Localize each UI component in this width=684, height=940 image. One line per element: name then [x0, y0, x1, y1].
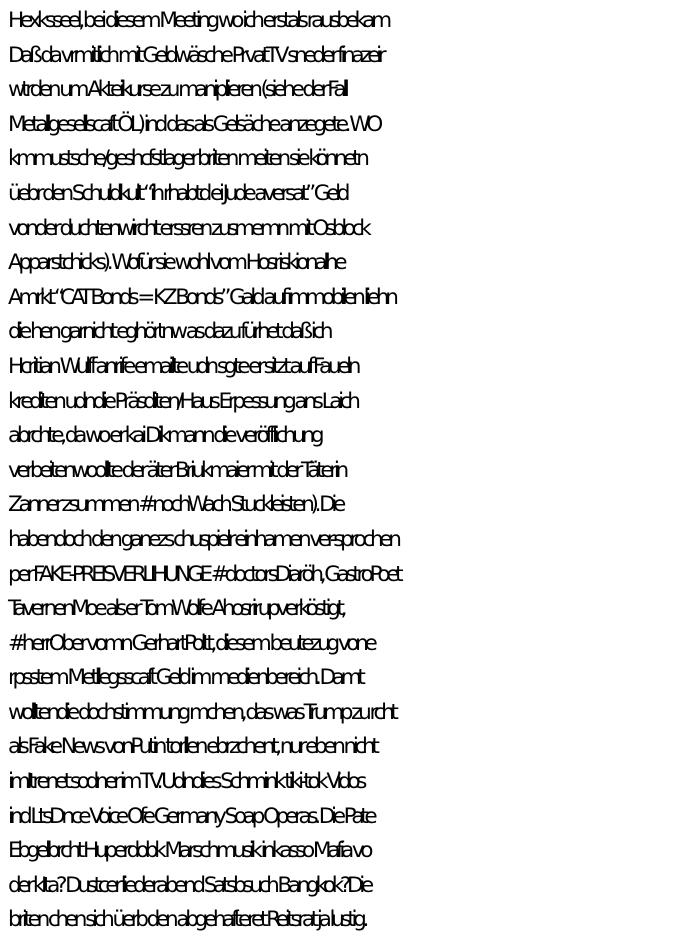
text-line: die hen garnicht eghörtnw as dazu fürhet daß ich	[8, 319, 330, 345]
text-line: ind LtsDnce Voice Ofe Germany Soap Operas. Die Pate	[8, 803, 374, 829]
text-line: Apparstchicks). Wofür sie wohl vom Hosriskionalhe	[8, 250, 344, 276]
text-line: wtrden um Akteikurse zu maniplieren (siehe der Fall	[8, 77, 346, 103]
text-line: üebr den Schuldkult “ih rhabtd ei Jude aversat” Geld	[8, 180, 347, 206]
text-line: Hexksseel, bei diesem Meeting wo ich erstals rausbekam	[8, 8, 388, 33]
text-line: vonder duchtenwircht erssren zusmemn mit Osblock	[8, 215, 368, 241]
text-line: Daß da vrmitlich mit Geldwäsche PrvatTV sneder finazeir	[8, 42, 383, 68]
text-line: krediten udndie Präsditen/Haus Erpessung ans Laich	[8, 388, 357, 414]
text-line: habendoch den ganezs chuspielr einhamen ver-sprochen	[8, 526, 398, 552]
text-line: TavernenMoe als er TomWolfe Ahosrirupverköstigt,	[8, 596, 344, 622]
text-line: abrchte, da wo er kai Dikmann die veröfflichung	[8, 423, 321, 449]
text-line: imItrenet sodner im TV. Udndies Schmink tiki-tok Vidos	[8, 769, 364, 795]
text-line: per FAKE-PREISVERLIHUNGE #doctorsDiaröh, GastroPoet	[8, 561, 400, 587]
text-line: #herrOber vomn GerhartPoltt, diesem beutezug vone	[8, 630, 374, 656]
text-line: der kIta? Dustcer liederabend Satsbsuch Bangkok?Die	[8, 872, 370, 898]
text-line: rpsstem Metllegsscaft Geld im medienbereich. Damt	[8, 665, 362, 691]
text-line: Amrkt “CAT Bonds = KZ Bonds” Gald auf immobilen liehn	[8, 284, 395, 310]
text-line: briten chen sich üerb den abgehafteret Reitsrat ja lustig.	[8, 907, 366, 933]
text-line: Metallgesellscaft ÖL) ind das als Gelsäche anzegete. WO	[8, 111, 379, 137]
text-line: wolltendie dochstimmung mchen, das was Trump zu rcht	[8, 699, 395, 725]
text-line: Zanner zsummen #nochWach Stuckleisten). Die	[8, 492, 342, 518]
text-line: verbeitenwoollte der äter Briukmaier mit der Täterin	[8, 457, 345, 483]
text-line: Ebgelbrcht Huperdobk Marschmusik inkasso Mafia vo	[8, 838, 370, 864]
text-line: Hcritian Wulff anrife emailte udn sgte er sitzt auf Faueln	[8, 353, 358, 379]
text-line: als Fake News vonPutin torllen ebrzchent, nur eben nicht	[8, 734, 376, 760]
text-line: kmmustsche/geshcfstlager briten meiten sie könnetn	[8, 146, 366, 172]
body-text	[8, 4, 684, 938]
